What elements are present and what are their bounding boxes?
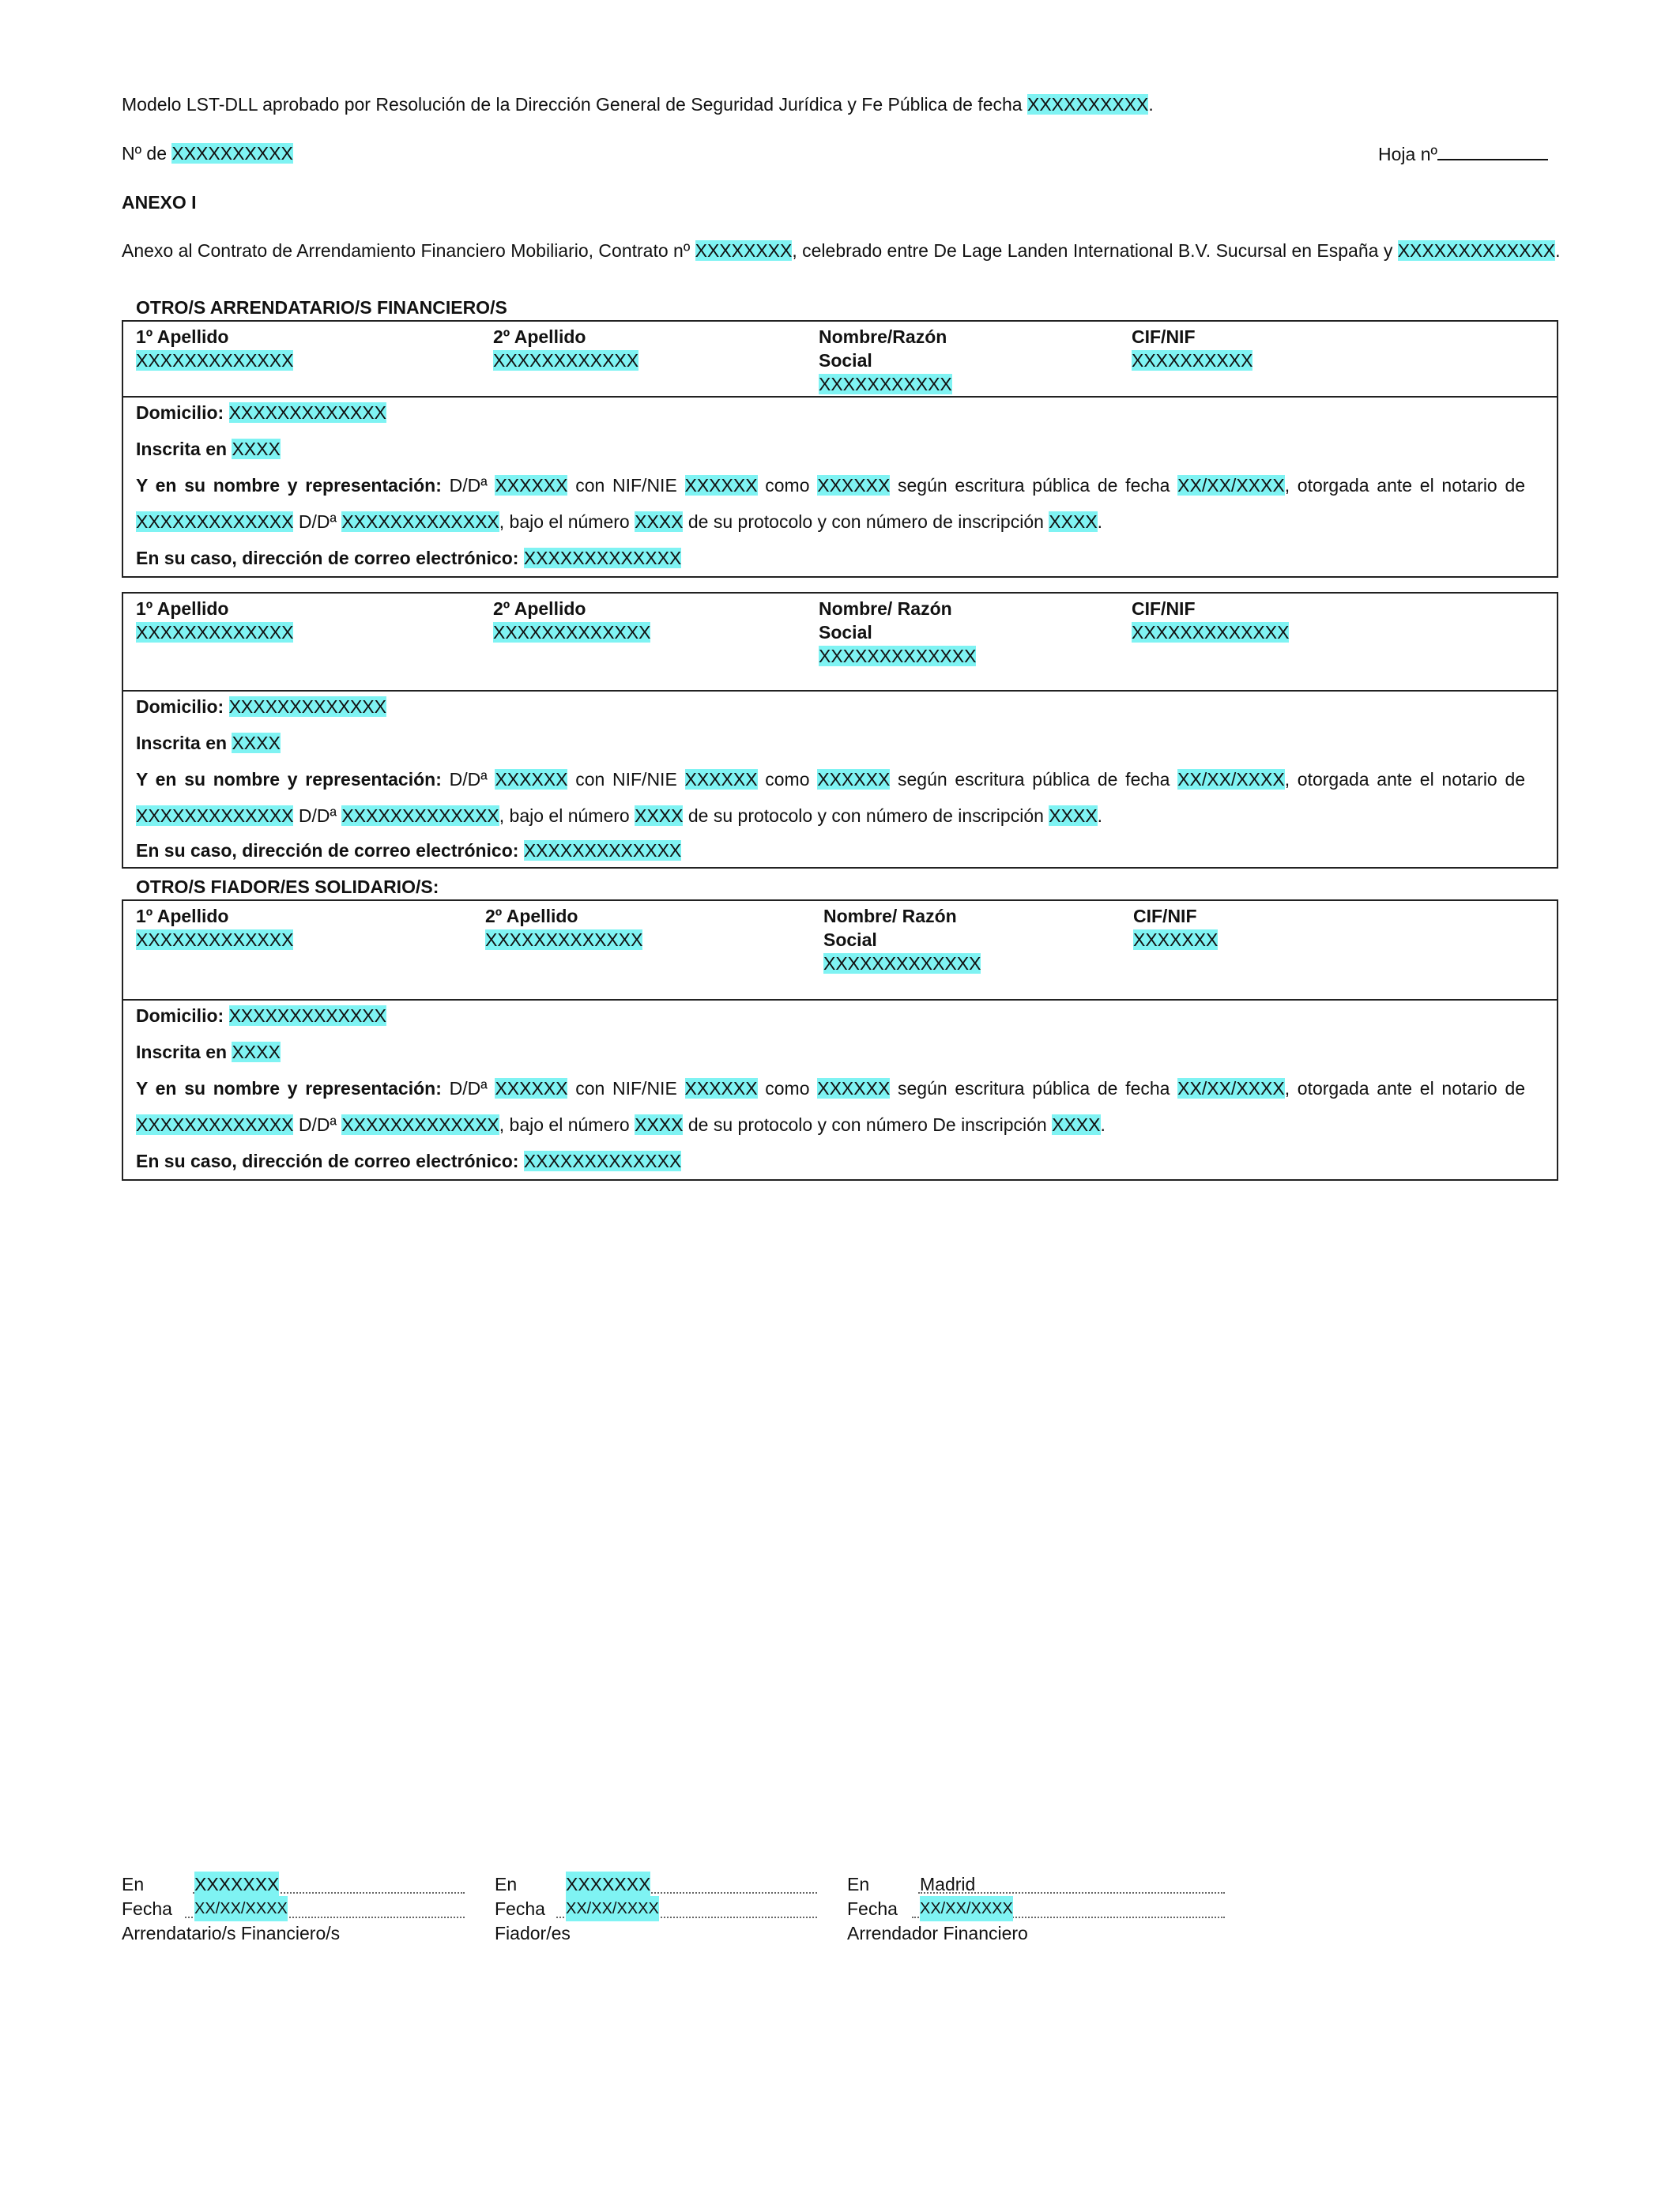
value-inscrita: XXXX <box>232 733 281 753</box>
numero-value: XXXXXXXXXX <box>171 143 293 164</box>
label-nombre: Nombre/Razón <box>819 326 947 347</box>
annex-text-1: Anexo al Contrato de Arrendamiento Financiero Mobiliario, Contrato nº <box>122 240 691 261</box>
sig-en-row <box>122 1872 465 1896</box>
value-dd: XXXXXX <box>495 475 568 496</box>
party-box-1 <box>122 320 1558 578</box>
fiadores-section-title: OTRO/S FIADOR/ES SOLIDARIO/S: <box>136 876 439 897</box>
label-representacion: Y en su nombre y representación: <box>136 769 442 790</box>
value-numero: XXXX <box>635 1114 684 1135</box>
value-nif: XXXXXX <box>684 1078 758 1099</box>
correo-line <box>136 540 1525 576</box>
value-como: XXXXXX <box>817 1078 891 1099</box>
label-dd2: D/Dª <box>298 805 337 826</box>
label-bajo: , bajo el número <box>499 1114 630 1135</box>
notario-line: XXXXXXXXXXXXX D/Dª XXXXXXXXXXXXX, bajo el número XXXX de su protocolo y con número de inscripción XXXX. <box>136 805 1103 826</box>
label-bajo: , bajo el número <box>499 805 630 826</box>
col-cif <box>1132 597 1289 644</box>
value-cif: XXXXXXX <box>1133 929 1219 950</box>
representacion-line <box>136 1070 1525 1106</box>
label-apellido1: 1º Apellido <box>136 906 229 926</box>
model-line-text: Modelo LST-DLL aprobado por Resolución de la Dirección General de Seguridad Jurídica y Fe Pública de fecha <box>122 94 1023 115</box>
representacion-line <box>136 467 1525 503</box>
label-representacion: Y en su nombre y representación: <box>136 475 442 496</box>
contract-no: XXXXXXXX <box>695 240 793 261</box>
label-dd2: D/Dª <box>298 511 337 532</box>
value-dd2: XXXXXXXXXXXXX <box>341 511 499 532</box>
label-como: como <box>765 769 810 790</box>
value-domicilio: XXXXXXXXXXXXX <box>228 402 386 423</box>
label-con-nif: con NIF/NIE <box>575 1078 677 1099</box>
label-inscrita: Inscrita en <box>136 1042 228 1062</box>
label-dd: D/Dª <box>449 475 488 496</box>
sig-role-row <box>847 1921 1225 1945</box>
label-correo: En su caso, dirección de correo electrónico: <box>136 548 519 568</box>
label-cif: CIF/NIF <box>1132 598 1196 619</box>
value-correo: XXXXXXXXXXXXX <box>523 1151 682 1171</box>
party-value: XXXXXXXXXXXXX <box>1397 240 1556 261</box>
label-apellido2: 2º Apellido <box>485 906 578 926</box>
label-dd2: D/Dª <box>298 1114 337 1135</box>
party-box-2 <box>122 592 1558 869</box>
party-box-3-details <box>123 1001 1557 1179</box>
numero-line <box>122 143 293 164</box>
sig-en-label: En <box>495 1874 518 1894</box>
label-protocolo: de su protocolo y con número de inscripción <box>687 511 1044 532</box>
value-inscrita: XXXX <box>232 1042 281 1062</box>
label-cif: CIF/NIF <box>1133 906 1197 926</box>
label-dd: D/Dª <box>449 769 488 790</box>
arrendatarios-section-title: OTRO/S ARRENDATARIO/S FINANCIERO/S <box>136 297 507 318</box>
sig-fecha-label: Fecha <box>495 1898 545 1919</box>
annex-intro: Anexo al Contrato de Arrendamiento Financiero Mobiliario, Contrato nº XXXXXXXX, celebrado entre De Lage Landen International B.V. Sucursal en España y XXXXXXXXXXXXX. <box>122 240 1561 261</box>
party-box-3-header <box>123 901 1557 1001</box>
value-dd: XXXXXX <box>495 1078 568 1099</box>
col-nombre <box>823 904 981 975</box>
col-apellido1 <box>136 597 293 644</box>
value-domicilio: XXXXXXXXXXXXX <box>228 1005 386 1026</box>
sig-role: Fiador/es <box>495 1923 571 1943</box>
model-line: Modelo LST-DLL aprobado por Resolución de la Dirección General de Seguridad Jurídica y Fe Pública de fecha XXXXXXXXXX. <box>122 94 1154 115</box>
correo-line <box>136 1143 1525 1179</box>
signature-block-fiador <box>495 1872 817 1945</box>
value-numero: XXXX <box>635 805 684 826</box>
hoja-blank <box>1437 143 1548 160</box>
numero-label: Nº de <box>122 143 167 164</box>
value-apellido2: XXXXXXXXXXXXX <box>493 622 651 643</box>
correo-line <box>136 834 1525 867</box>
label-domicilio: Domicilio: <box>136 696 224 717</box>
value-apellido1: XXXXXXXXXXXXX <box>136 929 294 950</box>
value-correo: XXXXXXXXXXXXX <box>523 840 682 861</box>
sig-role-row <box>122 1921 465 1945</box>
label-apellido1: 1º Apellido <box>136 598 229 619</box>
label-con-nif: con NIF/NIE <box>575 475 677 496</box>
inscrita-line <box>136 1034 1525 1070</box>
label-representacion: Y en su nombre y representación: <box>136 1078 442 1099</box>
label-otorgada: , otorgada ante el notario de <box>1284 1078 1526 1099</box>
col-cif <box>1133 904 1218 952</box>
signature-block-arrendatario <box>122 1872 465 1945</box>
sig-en-value: Madrid <box>920 1874 976 1894</box>
value-inscripcion: XXXX <box>1049 805 1098 826</box>
sig-fecha-row <box>122 1896 465 1921</box>
label-domicilio: Domicilio: <box>136 1005 224 1026</box>
domicilio-line <box>136 398 1525 431</box>
col-nombre <box>819 325 952 396</box>
party-box-3 <box>122 899 1558 1181</box>
notario-line: XXXXXXXXXXXXX D/Dª XXXXXXXXXXXXX, bajo el número XXXX de su protocolo y con número De inscripción XXXX. <box>136 1114 1106 1135</box>
sig-role: Arrendatario/s Financiero/s <box>122 1923 341 1943</box>
label-protocolo: de su protocolo y con número de inscripción <box>687 805 1044 826</box>
label-como: como <box>765 1078 810 1099</box>
label-protocolo: de su protocolo y con número De inscripción <box>687 1114 1047 1135</box>
label-domicilio: Domicilio: <box>136 402 224 423</box>
label-cif: CIF/NIF <box>1132 326 1196 347</box>
label-apellido2: 2º Apellido <box>493 326 586 347</box>
value-apellido1: XXXXXXXXXXXXX <box>136 622 294 643</box>
sig-fecha-value: XX/XX/XXXX <box>566 1896 659 1921</box>
label-nombre: Nombre/ Razón <box>823 906 957 926</box>
notario-line: XXXXXXXXXXXXX D/Dª XXXXXXXXXXXXX, bajo el número XXXX de su protocolo y con número de inscripción XXXX. <box>136 511 1103 532</box>
sig-fecha-value: XX/XX/XXXX <box>920 1896 1013 1921</box>
value-notario: XXXXXXXXXXXXX <box>136 511 294 532</box>
value-apellido2: XXXXXXXXXXXXX <box>485 929 643 950</box>
value-domicilio: XXXXXXXXXXXXX <box>228 696 386 717</box>
value-notario: XXXXXXXXXXXXX <box>136 1114 294 1135</box>
annex-title: ANEXO I <box>122 192 197 213</box>
sig-en-label: En <box>122 1874 145 1894</box>
value-fecha: XX/XX/XXXX <box>1177 769 1285 790</box>
inscrita-line <box>136 725 1525 761</box>
party-box-2-details <box>123 692 1557 867</box>
hoja-label: Hoja nº <box>1378 144 1437 164</box>
value-inscripcion: XXXX <box>1049 511 1098 532</box>
label-social: Social <box>823 929 877 950</box>
label-inscrita: Inscrita en <box>136 439 228 459</box>
annex-text-2: , celebrado entre De Lage Landen International B.V. Sucursal en España y <box>792 240 1393 261</box>
label-bajo: , bajo el número <box>499 511 630 532</box>
value-apellido2: XXXXXXXXXXXX <box>493 350 639 371</box>
value-como: XXXXXX <box>817 475 891 496</box>
representacion-line <box>136 761 1525 797</box>
party-box-2-header <box>123 594 1557 692</box>
value-fecha: XX/XX/XXXX <box>1177 475 1285 496</box>
col-apellido2 <box>485 904 642 952</box>
label-apellido1: 1º Apellido <box>136 326 229 347</box>
label-social: Social <box>819 622 872 643</box>
label-como: como <box>765 475 810 496</box>
sig-fecha-row <box>847 1896 1225 1921</box>
label-segun: según escritura pública de fecha <box>898 475 1170 496</box>
inscrita-line <box>136 431 1525 467</box>
value-dd: XXXXXX <box>495 769 568 790</box>
label-correo: En su caso, dirección de correo electrónico: <box>136 840 519 861</box>
value-cif: XXXXXXXXXX <box>1132 350 1253 371</box>
value-fecha: XX/XX/XXXX <box>1177 1078 1285 1099</box>
label-correo: En su caso, dirección de correo electrónico: <box>136 1151 519 1171</box>
sig-en-value: XXXXXXX <box>194 1872 279 1897</box>
value-nombre: XXXXXXXXXXX <box>819 374 952 394</box>
label-otorgada: , otorgada ante el notario de <box>1284 475 1526 496</box>
value-notario: XXXXXXXXXXXXX <box>136 805 294 826</box>
label-apellido2: 2º Apellido <box>493 598 586 619</box>
col-apellido2 <box>493 325 638 372</box>
party-box-1-header <box>123 322 1557 398</box>
value-dd2: XXXXXXXXXXXXX <box>341 805 499 826</box>
domicilio-line <box>136 692 1525 725</box>
label-dd: D/Dª <box>449 1078 488 1099</box>
label-segun: según escritura pública de fecha <box>898 1078 1170 1099</box>
label-otorgada: , otorgada ante el notario de <box>1284 769 1526 790</box>
value-nif: XXXXXX <box>684 769 758 790</box>
domicilio-line <box>136 1001 1525 1034</box>
label-inscrita: Inscrita en <box>136 733 228 753</box>
sig-en-value: XXXXXXX <box>566 1872 650 1897</box>
value-correo: XXXXXXXXXXXXX <box>523 548 682 568</box>
value-como: XXXXXX <box>817 769 891 790</box>
value-nombre: XXXXXXXXXXXXX <box>823 953 981 974</box>
label-nombre: Nombre/ Razón <box>819 598 952 619</box>
col-apellido2 <box>493 597 650 644</box>
sig-role: Arrendador Financiero <box>847 1923 1028 1943</box>
col-cif <box>1132 325 1252 372</box>
value-apellido1: XXXXXXXXXXXXX <box>136 350 294 371</box>
value-inscripcion: XXXX <box>1052 1114 1101 1135</box>
sig-en-label: En <box>847 1874 870 1894</box>
signature-block-arrendador <box>847 1872 1225 1945</box>
party-box-1-details <box>123 398 1557 576</box>
sig-en-row <box>847 1872 1225 1896</box>
label-con-nif: con NIF/NIE <box>575 769 677 790</box>
label-social: Social <box>819 350 872 371</box>
sig-fecha-row <box>495 1896 817 1921</box>
value-nombre: XXXXXXXXXXXXX <box>819 646 977 666</box>
value-cif: XXXXXXXXXXXXX <box>1132 622 1290 643</box>
col-nombre <box>819 597 976 668</box>
value-nif: XXXXXX <box>684 475 758 496</box>
value-dd2: XXXXXXXXXXXXX <box>341 1114 499 1135</box>
col-apellido1 <box>136 904 293 952</box>
hoja-line <box>1378 143 1548 165</box>
col-apellido1 <box>136 325 293 372</box>
value-inscrita: XXXX <box>232 439 281 459</box>
label-segun: según escritura pública de fecha <box>898 769 1170 790</box>
value-numero: XXXX <box>635 511 684 532</box>
model-line-date: XXXXXXXXXX <box>1026 94 1149 115</box>
sig-fecha-label: Fecha <box>122 1898 172 1919</box>
sig-fecha-value: XX/XX/XXXX <box>194 1896 288 1921</box>
sig-role-row <box>495 1921 817 1945</box>
sig-en-row <box>495 1872 817 1896</box>
sig-fecha-label: Fecha <box>847 1898 898 1919</box>
